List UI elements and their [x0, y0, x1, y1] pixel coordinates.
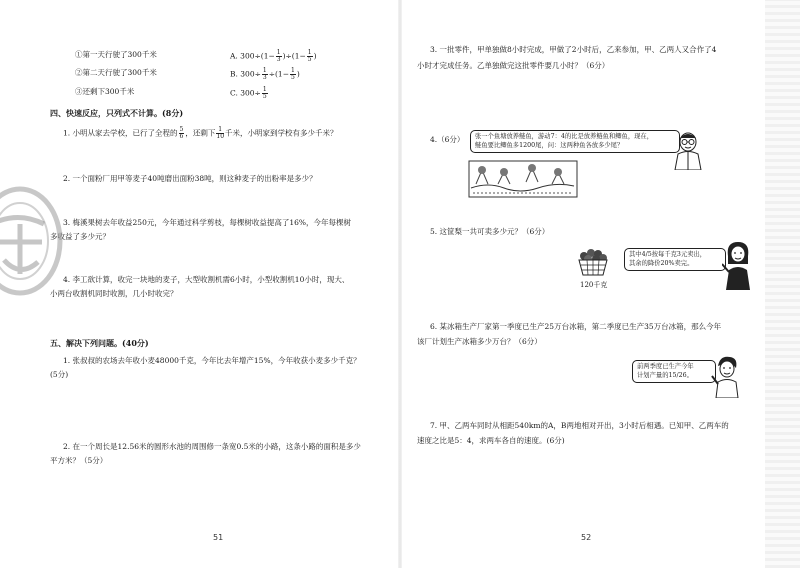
scan-edge-texture	[765, 0, 800, 568]
section-4-heading: 四、快速反应，只列式不计算。(8分)	[50, 108, 184, 118]
right-question-5-label: 5. 这筐梨一共可卖多少元？（6分）	[430, 227, 550, 236]
option-3-label: ③还剩下300千米	[75, 87, 135, 96]
section-5-question-1-line-1: 1. 张叔叔的农场去年收小麦48000千克，今年比去年增产15%，今年收获小麦多少千克？	[63, 356, 361, 365]
option-b-answer: B. 300÷ $\frac{1}{3}$ ÷(1− $\frac{1}{5}$ )	[230, 67, 300, 81]
question-4-speech-bubble: 张一个鱼塘放养鲢鱼，游动7：4的比是放养鲢鱼和鲫鱼，现在， 鲢鱼要比鲫鱼多1200尾，问：这两种鱼各放多少尾？	[470, 130, 680, 153]
option-c-answer: C. 300÷ $\frac{1}{5}$	[230, 86, 267, 100]
right-page	[400, 0, 800, 568]
section-4-question-4-line-2: 小两台收割机同时收割，几小时收完？	[50, 289, 178, 298]
woman-icon	[722, 240, 754, 290]
section-5-heading: 五、解决下列问题。(40分)	[50, 338, 149, 348]
page-number-right: 52	[581, 533, 592, 542]
section-5-question-1-line-2: (5分)	[50, 370, 69, 379]
right-question-4-label: 4.（6分）	[430, 135, 465, 144]
section-5-question-2-line-2: 平方米？（5分）	[50, 456, 108, 465]
option-1-label: ①第一天行驶了300千米	[75, 50, 157, 59]
basket-weight-label: 120千克	[580, 281, 608, 289]
section-4-question-2: 2. 一个面粉厂用甲等麦子40吨磨出面粉38吨，则这种麦子的出粉率是多少？	[63, 174, 317, 183]
section-5-question-2-line-1: 2. 在一个周长是12.56米的圆形水池的周围修一条宽0.5米的小路，这条小路的面积是多少	[63, 442, 361, 451]
section-4-question-4-line-1: 4. 李工欲计算，收完一块地的麦子，大型收割机需6小时，小型收割机10小时，现大、	[63, 275, 350, 284]
right-question-7-line-2: 速度之比是5：4，求两车各自的速度。(6分)	[417, 436, 565, 445]
page-number-left: 51	[213, 533, 224, 542]
pear-basket-icon	[576, 247, 610, 277]
right-question-3-line-1: 3. 一批零件，甲单独做8小时完成，甲做了2小时后，乙来参加，甲、乙两人又合作了4	[430, 45, 717, 54]
pond-scene-icon	[468, 160, 578, 198]
option-2-label: ②第二天行驶了300千米	[75, 68, 157, 77]
right-question-6-line-1: 6. 某冰箱生产厂家第一季度已生产25万台冰箱，第二季度已生产35万台冰箱，那么今年	[430, 322, 722, 331]
right-question-3-line-2: 小时才完成任务。乙单独做完这批零件要几小时？（6分）	[417, 61, 610, 70]
question-5-speech-bubble: 其中4/5按每千克3元卖出， 其余的降价20%卖完。	[624, 248, 726, 271]
faded-stamp-icon	[0, 182, 64, 300]
option-a-answer: A. 300÷(1− $\frac{1}{3}$ )÷(1− $\frac{1}{5}$ )	[230, 49, 317, 63]
section-4-question-1: 1. 小明从家去学校，已行了全程的 $\frac{5}{6}$ ，还剩下 $\frac{1}{10}$ 千米，小明家到学校有多少千米？	[63, 126, 338, 140]
section-4-question-3-line-1: 3. 梅溪果树去年收益250元，今年通过科学剪枝，每棵树收益提高了16%，今年每棵树	[63, 218, 352, 227]
right-question-7-line-1: 7. 甲、乙两车同时从相距540km的A，B两地相对开出，3小时后相遇。已知甲、乙两车的	[430, 421, 729, 430]
boy-icon	[710, 354, 744, 398]
right-question-6-line-2: 该厂计划生产冰箱多少万台？（6分）	[417, 337, 542, 346]
section-4-question-3-line-2: 多收益了多少元？	[50, 232, 110, 241]
man-with-glasses-icon	[672, 130, 704, 170]
question-6-speech-bubble: 前两季度已生产今年 计划产量的15/26。	[632, 360, 716, 383]
